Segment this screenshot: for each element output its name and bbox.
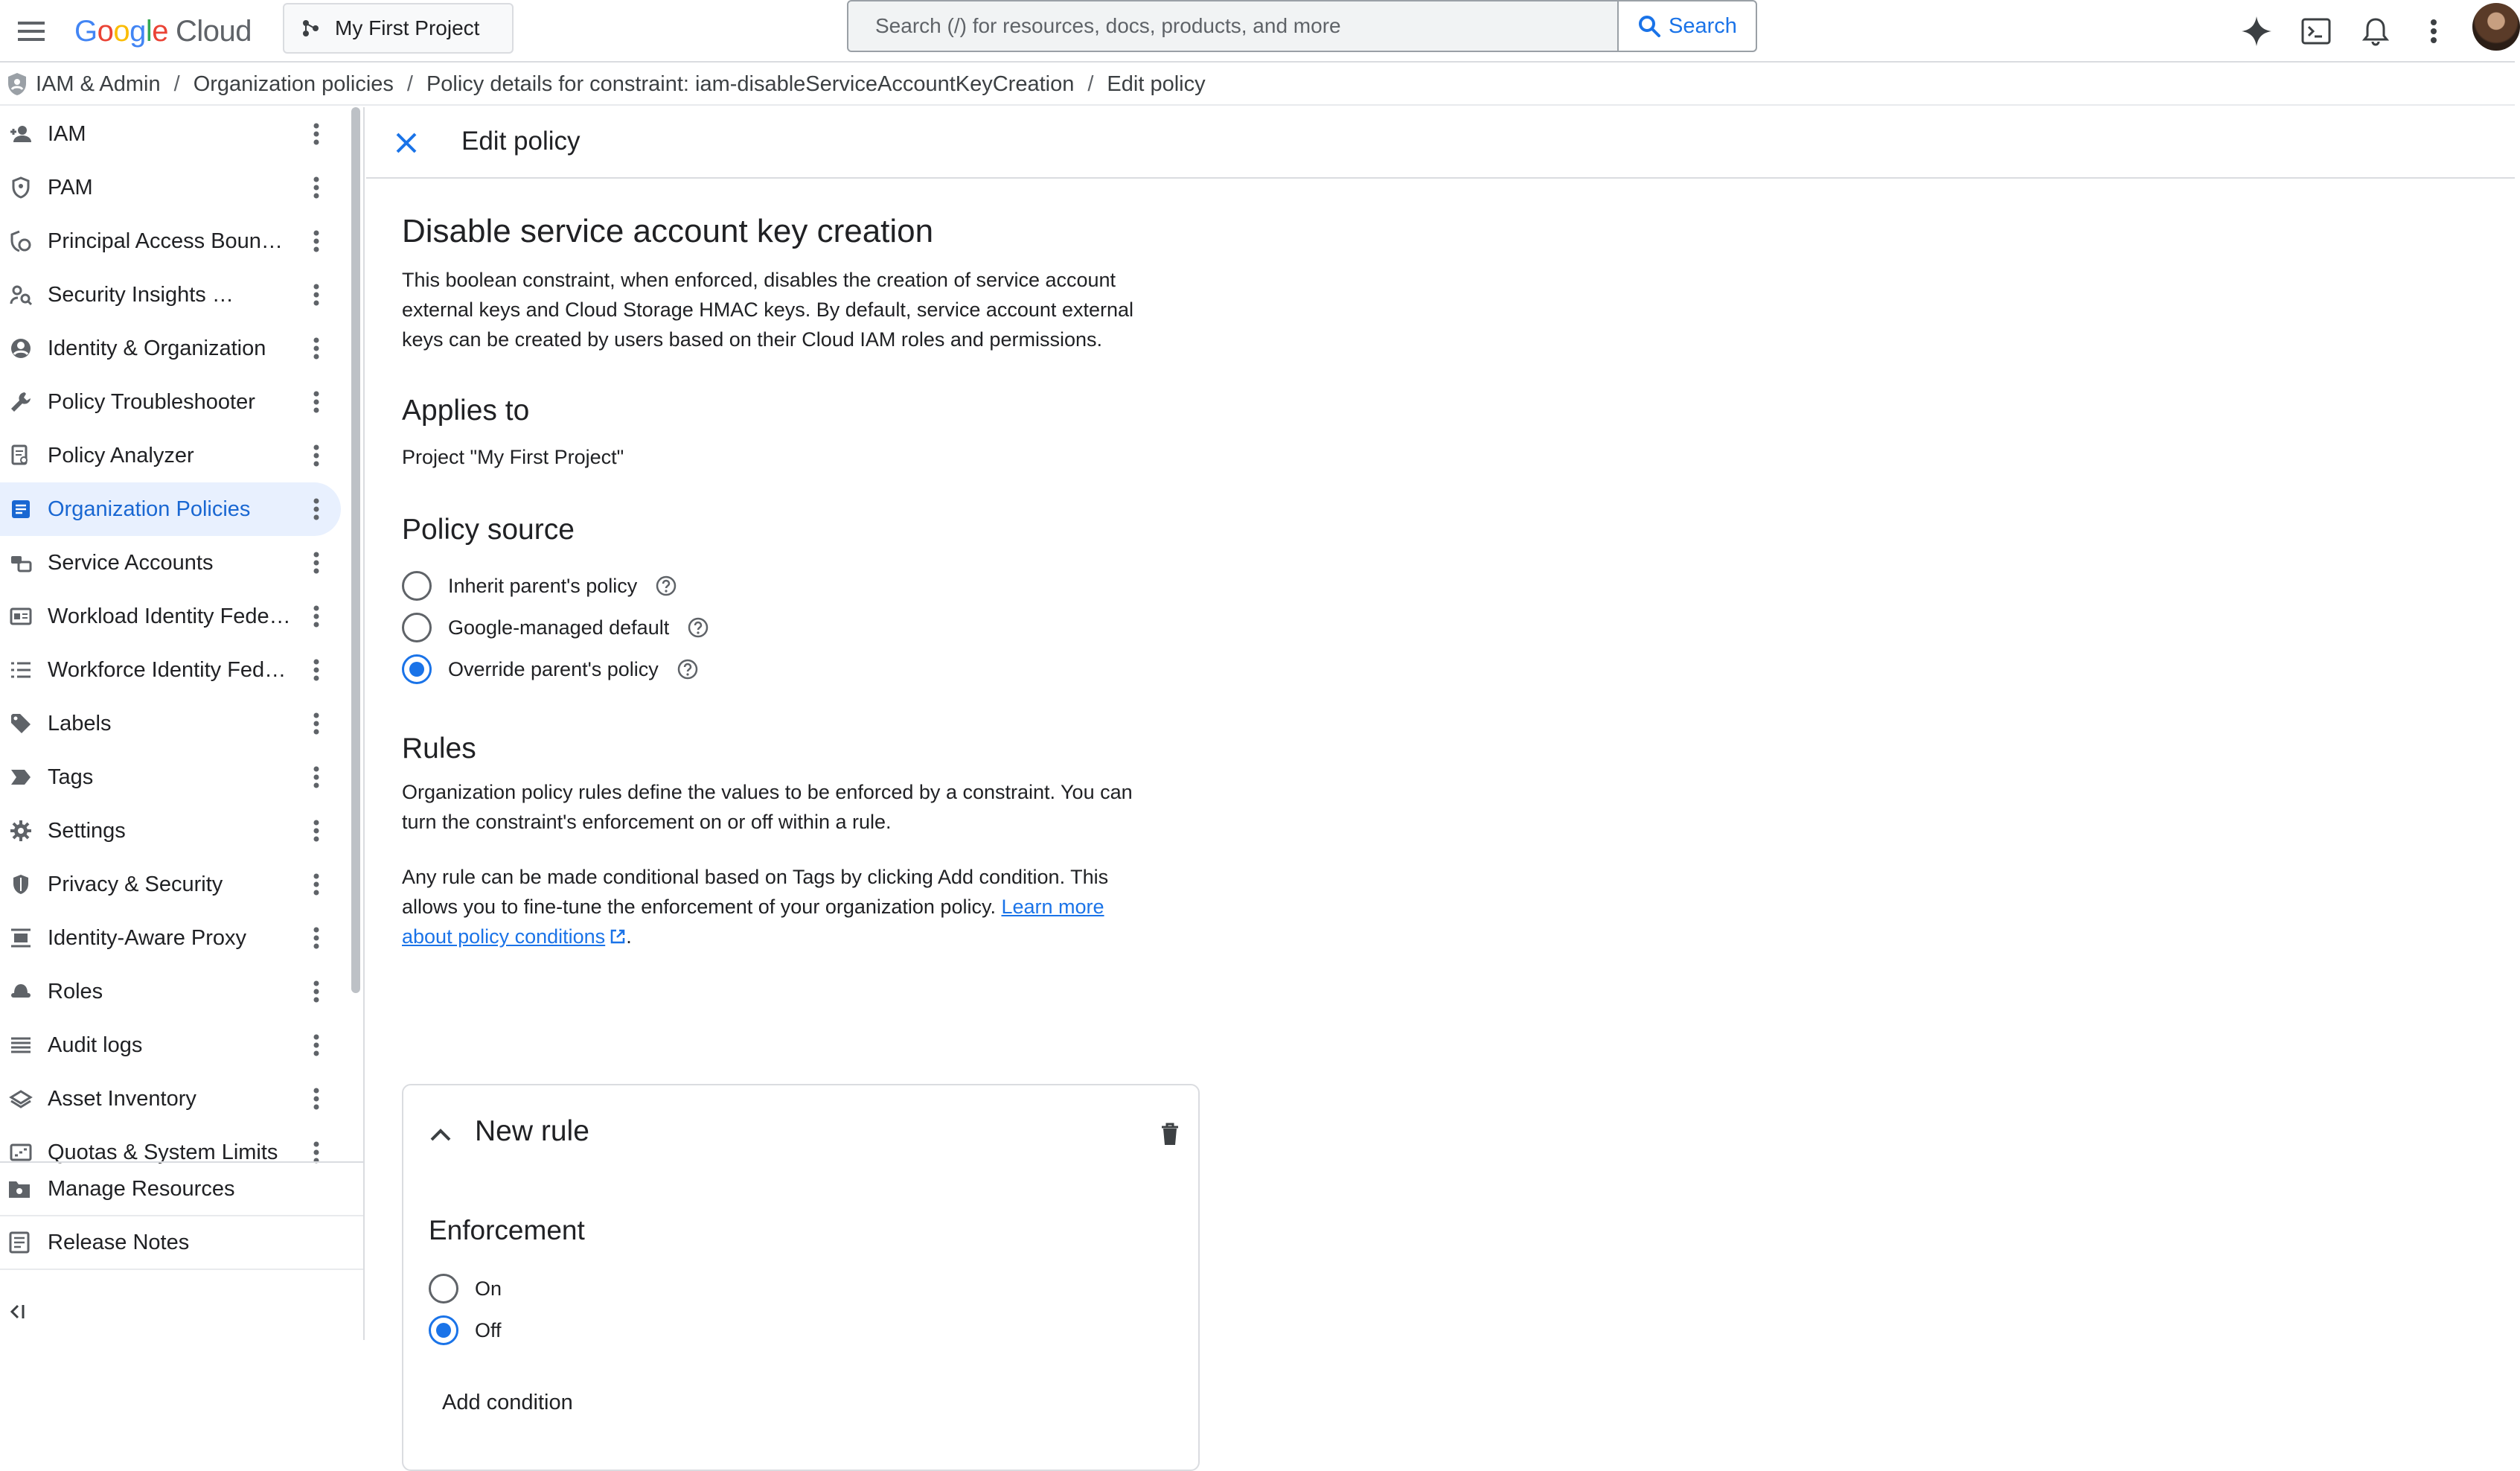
radio-override-parent-policy[interactable] (402, 651, 699, 688)
proxy-icon (4, 927, 37, 949)
sidebar (0, 107, 365, 1340)
more-vert-icon[interactable] (307, 119, 326, 149)
more-vert-icon[interactable] (307, 1030, 326, 1060)
more-vert-icon[interactable] (307, 869, 326, 899)
sidebar-item-label: Principal Access Boun… (48, 229, 283, 253)
sidebar-item-label: Identity-Aware Proxy (48, 925, 247, 950)
sidebar-item-label: Roles (48, 979, 103, 1003)
sidebar-item-label: IAM (48, 121, 86, 146)
folder-gear-icon (3, 1178, 36, 1199)
shield-icon (4, 873, 37, 896)
breadcrumb-separator: / (406, 71, 413, 96)
account-circle-icon (4, 337, 37, 360)
radio-label: Off (475, 1318, 502, 1341)
main-menu-icon[interactable] (10, 10, 52, 52)
radio-label: Inherit parent's policy (448, 574, 638, 597)
sidebar-scrollbar-thumb[interactable] (351, 107, 360, 993)
more-vert-icon[interactable] (307, 334, 326, 363)
sidebar-item-tags[interactable] (0, 750, 350, 804)
sidebar-item-policy-analyzer[interactable] (0, 429, 350, 482)
more-vert-icon[interactable] (307, 1084, 326, 1114)
main-panel (366, 107, 2515, 1414)
help-icon[interactable] (655, 575, 677, 597)
radio-label: Override parent's policy (448, 657, 659, 680)
more-vert-icon[interactable] (307, 602, 326, 631)
cloud-shell-icon[interactable] (2292, 7, 2340, 55)
radio-button[interactable] (402, 613, 432, 642)
more-vert-icon[interactable] (307, 816, 326, 846)
rules-conditional-text: Any rule can be made conditional based on Tags by clicking Add condition. This allows you to fine-tune the enforcement of your organization policy. Learn more about policy conditions . (402, 862, 1154, 953)
help-icon[interactable] (677, 658, 699, 680)
layers-icon (4, 1090, 37, 1108)
more-vert-icon[interactable] (307, 709, 326, 738)
sidebar-item-label: Tags (48, 765, 94, 789)
more-vert-icon[interactable] (307, 494, 326, 524)
page-title: Edit policy (461, 127, 581, 156)
breadcrumb-separator: / (173, 71, 180, 96)
radio-button-selected[interactable] (402, 654, 432, 684)
sidebar-item-labels[interactable] (0, 697, 350, 750)
radio-button[interactable] (429, 1274, 458, 1304)
add-condition-button[interactable]: Add condition (442, 1391, 573, 1414)
list-lines-icon (4, 1036, 37, 1054)
radio-button[interactable] (402, 571, 432, 601)
search-button[interactable] (1617, 1, 1756, 51)
sidebar-item-label: Organization Policies (48, 497, 251, 521)
edit-policy-header (366, 107, 2515, 179)
sidebar-item-identity-organization[interactable] (0, 322, 350, 375)
more-vert-icon[interactable] (307, 173, 326, 202)
search-icon (1637, 14, 1661, 38)
chevron-up-icon[interactable] (426, 1120, 455, 1149)
sidebar-item-label: Policy Troubleshooter (48, 389, 255, 414)
top-bar (0, 0, 2515, 63)
sidebar-item-release-notes[interactable] (0, 1216, 363, 1270)
applies-to-value: Project "My First Project" (402, 446, 624, 468)
breadcrumb-separator: / (1087, 71, 1094, 96)
more-options-icon[interactable] (2410, 7, 2457, 55)
account-avatar[interactable] (2472, 3, 2520, 51)
notes-icon (3, 1231, 36, 1254)
radio-button-selected[interactable] (429, 1315, 458, 1345)
document-search-icon (4, 444, 37, 467)
sidebar-item-roles[interactable] (0, 965, 350, 1018)
sidebar-item-label: Audit logs (48, 1033, 143, 1057)
rule-title: New rule (475, 1115, 589, 1147)
sidebar-item-audit-logs[interactable] (0, 1018, 350, 1072)
project-hierarchy-icon (301, 19, 320, 38)
radio-enforcement-on[interactable] (429, 1270, 502, 1307)
sidebar-item-policy-troubleshooter[interactable] (0, 375, 350, 429)
sidebar-item-label: Workforce Identity Fed… (48, 657, 287, 682)
breadcrumb-policy-details[interactable]: Policy details for constraint: iam-disableServiceAccountKeyCreation (426, 71, 1075, 96)
more-vert-icon[interactable] (307, 226, 326, 256)
sidebar-item-label: Release Notes (48, 1230, 190, 1254)
list-icon (4, 661, 37, 679)
project-picker[interactable] (283, 3, 514, 54)
sidebar-item-label: Quotas & System Limits (48, 1140, 278, 1164)
sidebar-item-label: Service Accounts (48, 550, 214, 575)
sidebar-item-label: Workload Identity Fede… (48, 604, 291, 628)
gear-icon (4, 820, 37, 842)
iam-shield-icon (6, 71, 28, 97)
google-cloud-logo[interactable] (74, 9, 252, 54)
id-card-icon (4, 607, 37, 625)
more-vert-icon[interactable] (307, 548, 326, 578)
sidebar-item-label: Manage Resources (48, 1176, 235, 1201)
sidebar-item-iam[interactable] (0, 107, 350, 161)
more-vert-icon[interactable] (307, 441, 326, 470)
person-add-icon (4, 124, 37, 144)
sidebar-item-label: Security Insights … (48, 282, 234, 307)
constraint-title: Disable service account key creation (402, 213, 934, 249)
more-vert-icon[interactable] (307, 923, 326, 953)
search-input[interactable]: Search (/) for resources, docs, products, and more (875, 14, 1341, 37)
collapse-sidebar-icon[interactable] (4, 1298, 31, 1325)
enforcement-heading: Enforcement (429, 1215, 585, 1245)
tag-icon (4, 768, 37, 786)
sidebar-item-manage-resources[interactable] (0, 1163, 363, 1216)
sidebar-item-principal-access-boundary[interactable] (0, 214, 350, 268)
radio-inherit-parent-policy[interactable] (402, 567, 677, 604)
radio-label: Google-managed default (448, 616, 670, 639)
service-account-icon (4, 553, 37, 572)
sidebar-item-security-insights[interactable] (0, 268, 350, 322)
sidebar-item-workforce-identity-federation[interactable] (0, 643, 350, 697)
sidebar-item-asset-inventory[interactable] (0, 1072, 350, 1126)
radio-enforcement-off[interactable] (429, 1312, 502, 1349)
breadcrumb (0, 64, 2515, 106)
sidebar-item-label: Policy Analyzer (48, 443, 194, 468)
rules-conditional-body: Any rule can be made conditional based on Tags by clicking Add condition. This allows you to fine-tune the enforcement of your organization policy. (402, 866, 1109, 918)
roles-hat-icon (4, 983, 37, 1001)
sidebar-item-label: Asset Inventory (48, 1086, 196, 1111)
project-name: My First Project (335, 16, 480, 39)
breadcrumb-iam-admin[interactable]: IAM & Admin (36, 71, 161, 96)
constraint-description: This boolean constraint, when enforced, disables the creation of service account external keys and Cloud Storage HMAC keys. By default, service account external keys can be created by users based on their Cloud IAM roles and permissions. (402, 269, 1133, 351)
close-icon[interactable] (388, 125, 424, 161)
rules-description: Organization policy rules define the values to be enforced by a constraint. You can turn the constraint's enforcement on or off within a rule. (402, 781, 1133, 833)
shield-icon (4, 176, 37, 199)
applies-to-heading: Applies to (402, 395, 530, 427)
breadcrumb-org-policies[interactable]: Organization policies (193, 71, 394, 96)
wrench-icon (4, 391, 37, 413)
more-vert-icon[interactable] (307, 762, 326, 792)
radio-label: On (475, 1277, 502, 1300)
sidebar-item-settings[interactable] (0, 804, 350, 858)
logo-google-text: Google (74, 14, 169, 48)
logo-cloud-text: Cloud (176, 14, 252, 48)
rules-heading: Rules (402, 733, 476, 765)
sidebar-item-privacy-security[interactable] (0, 858, 350, 911)
more-vert-icon[interactable] (307, 280, 326, 310)
sidebar-item-service-accounts[interactable] (0, 536, 350, 590)
policy-source-heading: Policy source (402, 514, 575, 546)
sidebar-item-organization-policies[interactable] (0, 482, 341, 536)
sidebar-item-pam[interactable] (0, 161, 350, 214)
person-search-icon (4, 284, 37, 305)
quota-icon (4, 1143, 37, 1161)
sidebar-item-label: Privacy & Security (48, 872, 223, 896)
gemini-spark-icon[interactable] (2233, 7, 2280, 55)
rule-card (402, 1084, 1200, 1471)
more-vert-icon[interactable] (307, 387, 326, 417)
sidebar-item-identity-aware-proxy[interactable] (0, 911, 350, 965)
search-bar[interactable] (847, 0, 1757, 52)
delete-trash-icon[interactable] (1155, 1118, 1185, 1151)
policy-list-icon (4, 499, 37, 520)
shield-clock-icon (4, 230, 37, 252)
external-link-icon (610, 923, 626, 953)
label-icon (4, 712, 37, 735)
sidebar-item-workload-identity-federation[interactable] (0, 590, 350, 643)
more-vert-icon[interactable] (307, 655, 326, 685)
sidebar-item-label: Settings (48, 818, 126, 843)
sidebar-nav-list (0, 107, 350, 1164)
sidebar-item-label: PAM (48, 175, 93, 200)
more-vert-icon[interactable] (307, 977, 326, 1006)
radio-google-managed-default[interactable] (402, 609, 709, 646)
sidebar-item-label: Identity & Organization (48, 336, 266, 360)
sidebar-bottom-section (0, 1161, 363, 1270)
breadcrumb-edit-policy: Edit policy (1107, 71, 1206, 96)
sidebar-item-label: Labels (48, 711, 112, 736)
notifications-bell-icon[interactable] (2352, 7, 2399, 55)
help-icon[interactable] (687, 616, 709, 639)
learn-more-link[interactable]: Learn more about policy conditions (402, 896, 1104, 948)
search-button-label: Search (1669, 13, 1737, 38)
